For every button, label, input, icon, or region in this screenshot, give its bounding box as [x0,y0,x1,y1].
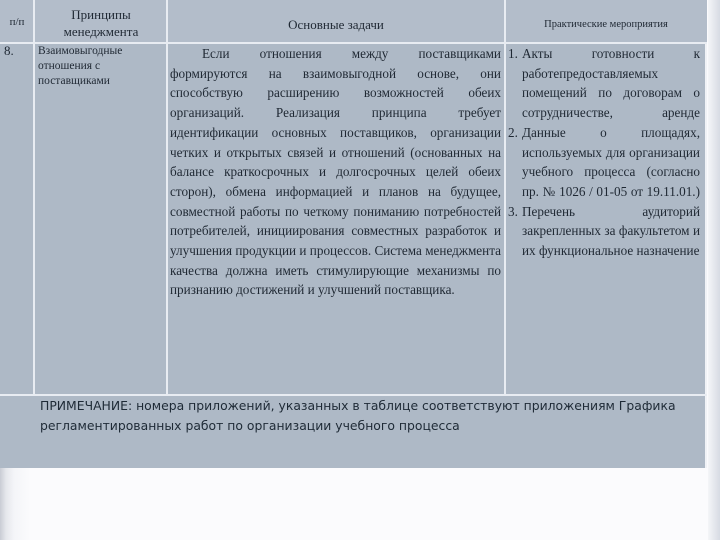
measure-item [508,44,700,123]
slide-edge-shadow [708,0,720,540]
measure-number: 1. [508,46,518,61]
measure-text: Акты готовности к работепредоставляемых помещений по договорам о сотрудничестве, аренде [522,46,700,121]
measure-text: Перечень аудиторий закрепленных за факультетом и их функциональное назначение [522,203,700,259]
row-tasks: Если отношения между поставщиками формируются на взаимовыгодной основе, они способствую расширению возможностей обеих организаций. Реализация принципа требует идентификации основных поставщиков, организации четких и открытых связей и отношений (основанных на балансе краткосрочных и долгосрочных целей обеих сторон), обмена информацией и планов на будущее, совместной работы по четкому пониманию потребностей потребителей, инициирования совместных разработок и улучшения продукции и процессов. Система менеджмента качества должна иметь стимулирующие механизмы по признанию достижений и улучшений поставщика. [170,46,501,298]
table-note: ПРИМЕЧАНИЕ: номера приложений, указанных в таблице соответствуют приложениям Графика регламентированных работ по организации учебного процесса [40,398,676,433]
column-divider [504,0,506,396]
measure-item [508,123,700,202]
row-principle: Взаимовыгодные отношения с поставщиками [38,45,123,87]
row-number: 8. [4,43,14,58]
header-number: п/п [9,16,25,28]
measure-number: 3. [508,203,518,219]
column-divider [33,0,35,396]
header-measures: Практические мероприятия [544,19,668,30]
header-principles: Принципы менеджмента [63,7,139,39]
header-tasks: Основные задачи [288,17,384,32]
measure-number: 2. [508,124,518,140]
measure-item [508,202,700,261]
row-measures [508,44,700,261]
measure-text: Данные о площадях, используемых для организации учебного процесса (согласно пр. № 1026 / 01-05 от 19.11.01.) [522,124,700,199]
